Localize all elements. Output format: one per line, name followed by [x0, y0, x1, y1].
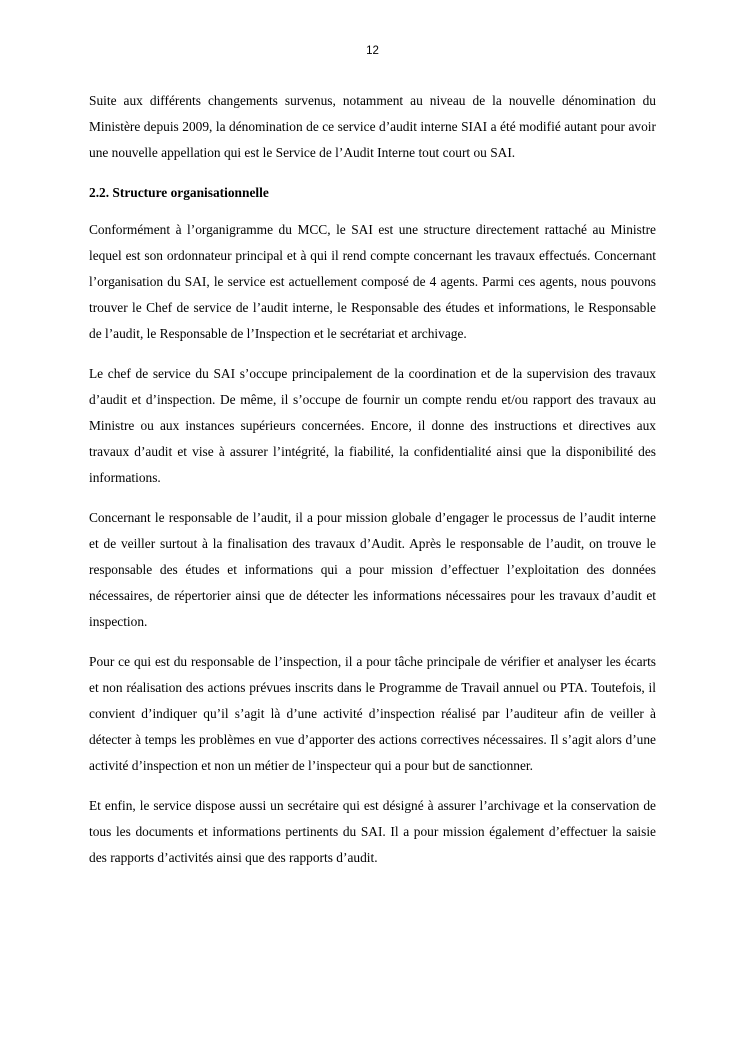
paragraph-secretaire: Et enfin, le service dispose aussi un secrétaire qui est désigné à assurer l’archivage et la conservation de tous les documents et informations pertinents du SAI. Il a pour mission également d’effectuer la saisie des rapports d’activités ainsi que des rapports d’audit. [89, 798, 656, 865]
page-number: 12 [366, 45, 379, 57]
paragraph-intro: Suite aux différents changements survenus, notamment au niveau de la nouvelle dénomination du Ministère depuis 2009, la dénomination de ce service d’audit interne SIAI a été modifié autant pour avoir une nouvelle appellation qui est le Service de l’Audit Interne tout court ou SAI. [89, 93, 656, 160]
paragraph-chef-de-service: Le chef de service du SAI s’occupe principalement de la coordination et de la supervision des travaux d’audit et d’inspection. De même, il s’occupe de fournir un compte rendu et/ou rapport des travaux au Ministre ou aux instances supérieurs concernées. Encore, il donne des instructions et directives aux travaux d’audit et vise à assurer l’intégrité, la fiabilité, la confidentialité ainsi que la disponibilité des informations. [89, 366, 656, 485]
paragraph-responsable-audit: Concernant le responsable de l’audit, il a pour mission globale d’engager le processus de l’audit interne et de veiller surtout à la finalisation des travaux d’Audit. Après le responsable de l’audit, on trouve le responsable des études et informations qui a pour mission d’effectuer l’exploitation des données nécessaires, de répertorier ainsi que de détecter les informations nécessaires pour les travaux d’audit et inspection. [89, 510, 656, 629]
paragraph-responsable-inspection: Pour ce qui est du responsable de l’inspection, il a pour tâche principale de vérifier et analyser les écarts et non réalisation des actions prévues inscrits dans le Programme de Travail annuel ou PTA. Toutefois, il convient d’indiquer qu’il s’agit là d’une activité d’inspection réalisé par l’auditeur afin de veiller à détecter à temps les problèmes en vue d’apporter des actions correctives nécessaires. Il s’agit alors d’une activité d’inspection et non un métier de l’inspecteur qui a pour but de sanctionner. [89, 654, 656, 773]
page-content [89, 88, 656, 885]
section-heading: 2.2. Structure organisationnelle [89, 185, 269, 200]
paragraph-organigramme: Conformément à l’organigramme du MCC, le SAI est une structure directement rattaché au Ministre lequel est son ordonnateur principal et à qui il rend compte concernant les travaux effectués. Concernant l’organisation du SAI, le service est actuellement composé de 4 agents. Parmi ces agents, nous pouvons trouver le Chef de service de l’audit interne, le Responsable des études et informations, le Responsable de l’audit, le Responsable de l’Inspection et le secrétariat et archivage. [89, 222, 656, 341]
